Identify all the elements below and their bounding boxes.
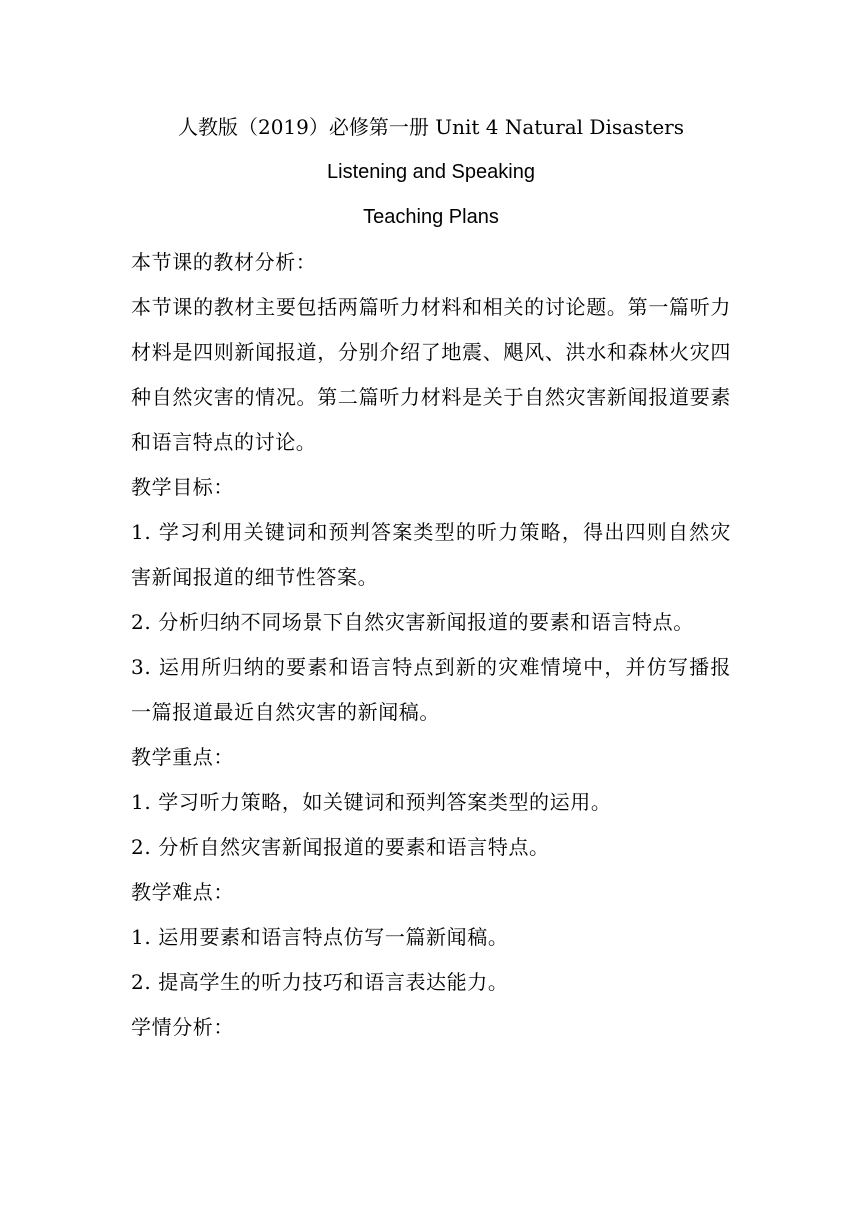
key-points-heading: 教学重点： bbox=[131, 745, 234, 769]
document-title: 人教版（2019）必修第一册 Unit 4 Natural Disasters bbox=[177, 115, 685, 139]
key-point-item: 1. 学习听力策略，如关键词和预判答案类型的运用。 bbox=[131, 790, 612, 814]
difficulty-item: 1. 运用要素和语言特点仿写一篇新闻稿。 bbox=[131, 925, 509, 949]
material-analysis-paragraph: 本节课的教材主要包括两篇听力材料和相关的讨论题。第一篇听力材料是四则新闻报道，分别介绍了地震、飓风、洪水和森林火灾四种自然灾害的情况。第二篇听力材料是关于自然灾害新闻报道要素和语言特点的讨论。 bbox=[131, 295, 731, 454]
key-point-item: 2. 分析自然灾害新闻报道的要素和语言特点。 bbox=[131, 835, 550, 859]
material-analysis-heading: 本节课的教材分析： bbox=[131, 250, 317, 274]
document-page bbox=[131, 105, 731, 1050]
objective-item: 1. 学习利用关键词和预判答案类型的听力策略，得出四则自然灾害新闻报道的细节性答案。 bbox=[131, 520, 731, 589]
student-analysis-heading: 学情分析： bbox=[131, 1015, 234, 1039]
objective-item: 2. 分析归纳不同场景下自然灾害新闻报道的要素和语言特点。 bbox=[131, 610, 694, 634]
document-plan-title: Teaching Plans bbox=[363, 206, 499, 228]
difficulties-heading: 教学难点： bbox=[131, 880, 234, 904]
objectives-heading: 教学目标： bbox=[131, 475, 234, 499]
difficulty-item: 2. 提高学生的听力技巧和语言表达能力。 bbox=[131, 970, 509, 994]
document-subtitle: Listening and Speaking bbox=[327, 161, 535, 183]
objective-item: 3. 运用所归纳的要素和语言特点到新的灾难情境中，并仿写播报一篇报道最近自然灾害的新闻稿。 bbox=[131, 655, 731, 724]
